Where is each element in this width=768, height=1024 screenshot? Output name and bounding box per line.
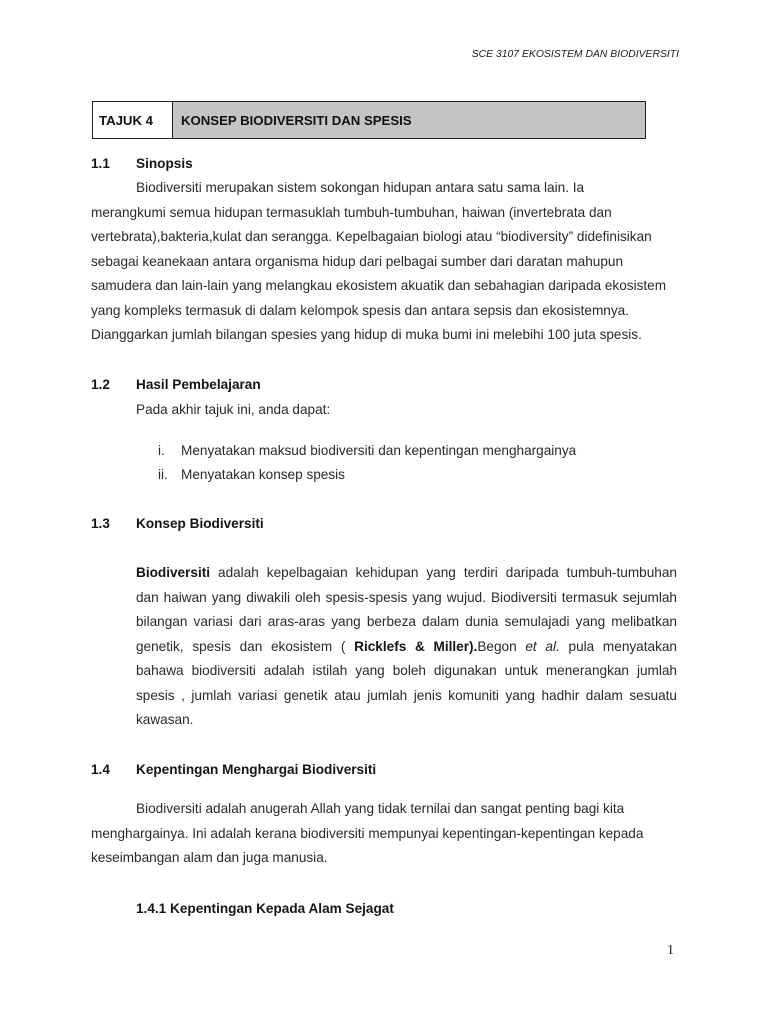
section-heading-hasil-pembelajaran — [91, 373, 261, 398]
sinopsis-paragraph — [91, 176, 666, 348]
paragraph-line — [136, 610, 677, 635]
objectives-intro: Pada akhir tajuk ini, anda dapat: — [136, 402, 331, 417]
paragraph-line — [136, 586, 677, 611]
citation-ricklefs-miller: Ricklefs & Miller). — [354, 638, 478, 654]
line-text: pula menyatakan — [559, 638, 677, 654]
line-text: dan haiwan yang diwakili oleh spesis-spesis yang wujud. Biodiversiti termasuk sejumlah — [136, 589, 677, 605]
citation-begon: Begon — [477, 638, 526, 654]
paragraph-line: Dianggarkan jumlah bilangan spesies yang hidup di muka bumi ini melebihi 100 juta spesis. — [91, 327, 642, 342]
section-number: 1.3 — [91, 516, 110, 531]
paragraph-line — [136, 659, 677, 684]
topic-box — [92, 101, 646, 139]
section-title: Konsep Biodiversiti — [136, 516, 264, 531]
line-text: spesis , jumlah variasi genetik atau jumlah jenis komuniti yang hadhir dalam sesuatu — [136, 687, 677, 703]
objective-item — [158, 463, 345, 487]
kepentingan-paragraph — [91, 797, 643, 871]
section-title: Sinopsis — [136, 156, 193, 171]
paragraph-line: Biodiversiti merupakan sistem sokongan hidupan antara satu sama lain. Ia — [136, 180, 585, 195]
et-al-italic: et al. — [525, 638, 560, 654]
section-title: Hasil Pembelajaran — [136, 377, 261, 392]
paragraph-line: menghargainya. Ini adalah kerana biodiversiti mempunyai kepentingan-kepentingan kepada — [91, 825, 644, 841]
paragraph-line — [136, 561, 677, 586]
objective-text: Menyatakan konsep spesis — [181, 467, 345, 482]
biodiversiti-term: Biodiversiti — [136, 565, 211, 580]
list-marker: ii. — [158, 467, 168, 482]
section-number: 1.4 — [91, 762, 110, 777]
section-heading-kepentingan — [91, 758, 376, 783]
paragraph-line: samudera dan lain-lain yang melangkau ekosistem akuatik dan sebahagian daripada ekosistem — [91, 278, 667, 293]
topic-title: KONSEP BIODIVERSITI DAN SPESIS — [173, 102, 645, 138]
paragraph-line: merangkumi semua hidupan termasuklah tumbuh-tumbuhan, haiwan (invertebrata dan — [91, 204, 612, 220]
running-header: SCE 3107 EKOSISTEM DAN BIODIVERSITI — [471, 49, 679, 60]
line-text: kawasan. — [136, 712, 194, 727]
paragraph-line: Biodiversiti adalah anugerah Allah yang tidak ternilai dan sangat penting bagi kita — [136, 801, 625, 816]
page-number: 1 — [667, 943, 674, 958]
topic-label: TAJUK 4 — [93, 102, 173, 138]
subsection-heading: 1.4.1 Kepentingan Kepada Alam Sejagat — [136, 901, 394, 916]
konsep-paragraph — [136, 561, 677, 733]
paragraph-line: keseimbangan alam dan juga manusia. — [91, 850, 328, 865]
objective-text: Menyatakan maksud biodiversiti dan kepentingan menghargainya — [181, 443, 577, 458]
paragraph-line: sebagai keanekaan antara organisma hidup dari pelbagai sumber dari daratan mahupun — [91, 253, 624, 269]
section-heading-sinopsis — [91, 152, 193, 177]
objective-item — [158, 439, 576, 463]
line-text: genetik, spesis dan ekosistem ( — [136, 638, 355, 654]
paragraph-line — [136, 684, 677, 709]
section-title: Kepentingan Menghargai Biodiversiti — [136, 762, 377, 777]
paragraph-line — [136, 708, 677, 733]
list-marker: i. — [158, 443, 165, 458]
line-text: bilangan variasi dari aras-aras yang berbeza dalam dunia semulajadi yang melibatkan — [136, 614, 677, 629]
section-heading-konsep-biodiversiti — [91, 512, 264, 537]
paragraph-line: yang kompleks termasuk di dalam kelompok spesis dan antara sepsis dan ekosistemnya. — [91, 302, 629, 318]
paragraph-line — [136, 635, 677, 660]
paragraph-line: vertebrata),bakteria,kulat dan serangga. Kepelbagaian biologi atau “biodiversity” didefinisikan — [91, 229, 652, 244]
line-text: bahawa biodiversiti adalah istilah yang boleh digunakan untuk menerangkan jumlah — [136, 663, 677, 678]
section-number: 1.1 — [91, 156, 110, 171]
line-text: adalah kepelbagaian kehidupan yang terdiri daripada tumbuh-tumbuhan — [210, 565, 677, 580]
section-number: 1.2 — [91, 377, 110, 392]
